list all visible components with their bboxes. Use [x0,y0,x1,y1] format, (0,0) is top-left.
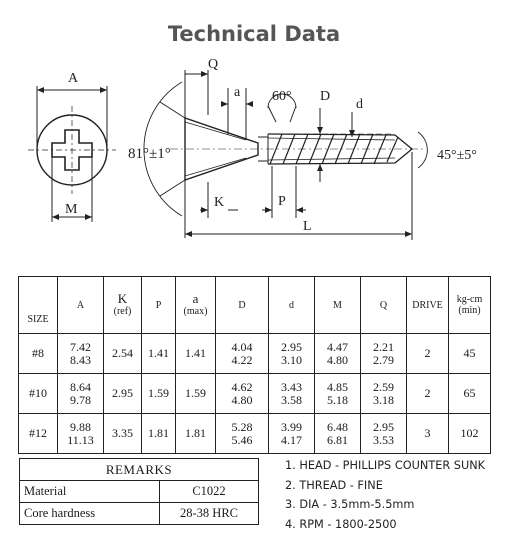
spec-header-cell: D [216,277,269,334]
remarks-value: 28-38 HRC [160,503,259,525]
remarks-table [19,458,259,525]
label-a: a [234,85,241,100]
spec-header-cell: a (max) [176,277,216,334]
spec-header-cell: K (ref) [104,277,142,334]
spec-cell-d: 3.99 4.17 [269,414,315,454]
remarks-label: Material [20,481,160,503]
spec-cell-a: 1.59 [176,374,216,414]
screw-technical-drawing [0,50,508,250]
remarks-row [20,503,259,525]
spec-cell-a: 9.88 11.13 [58,414,104,454]
spec-cell-q: 2.95 3.53 [361,414,407,454]
spec-cell-a: 7.42 8.43 [58,334,104,374]
label-L: L [303,219,312,234]
remarks-value: C1022 [160,481,259,503]
remarks-label: Core hardness [20,503,160,525]
spec-cell-drive: 2 [407,334,449,374]
spec-header-cell: M [315,277,361,334]
spec-cell-a: 8.64 9.78 [58,374,104,414]
spec-header-cell: SIZE [19,277,58,334]
note-item: 1. HEAD - PHILLIPS COUNTER SUNK [285,459,486,472]
spec-header-cell: DRIVE [407,277,449,334]
label-D: D [320,89,331,104]
spec-table-header [19,277,491,334]
spec-cell-p: 1.81 [142,414,176,454]
note-item: 3. DIA - 3.5mm-5.5mm [285,498,415,511]
remarks-row [20,481,259,503]
spec-header-cell: A [58,277,104,334]
spec-cell-d: 2.95 3.10 [269,334,315,374]
remarks-heading: REMARKS [20,459,259,481]
notes-list [285,456,485,534]
spec-cell-k: 2.95 [104,374,142,414]
label-K: K [214,195,225,210]
spec-header-cell: kg-cm (min) [449,277,491,334]
label-d: d [356,97,363,112]
spec-cell-d: 4.62 4.80 [216,374,269,414]
spec-header-cell: P [142,277,176,334]
spec-cell-drive: 2 [407,374,449,414]
spec-cell-d: 4.04 4.22 [216,334,269,374]
spec-table [18,276,491,454]
spec-cell-kgcm: 45 [449,334,491,374]
spec-cell-d: 3.43 3.58 [269,374,315,414]
spec-table-row [19,414,491,454]
note-item: 2. THREAD - FINE [285,478,383,492]
label-60-degree: 60° [272,89,292,104]
spec-cell-size: #12 [19,414,58,454]
spec-cell-m: 4.85 5.18 [315,374,361,414]
spec-header-cell: Q [361,277,407,334]
spec-header-cell: d [269,277,315,334]
spec-cell-size: #10 [19,374,58,414]
spec-table-row [19,334,491,374]
label-M: M [65,202,78,217]
spec-cell-p: 1.59 [142,374,176,414]
spec-cell-kgcm: 65 [449,374,491,414]
spec-cell-a: 1.81 [176,414,216,454]
label-tip-angle: 45°±5° [437,148,477,163]
page-title: Technical Data [167,22,341,46]
label-A: A [68,71,79,86]
spec-cell-kgcm: 102 [449,414,491,454]
label-P: P [278,194,286,209]
spec-cell-p: 1.41 [142,334,176,374]
spec-cell-size: #8 [19,334,58,374]
label-head-angle: 81°±1° [128,146,171,162]
spec-cell-drive: 3 [407,414,449,454]
spec-cell-m: 6.48 6.81 [315,414,361,454]
spec-cell-m: 4.47 4.80 [315,334,361,374]
spec-cell-k: 3.35 [104,414,142,454]
label-Q: Q [208,57,219,72]
note-item: 4. RPM - 1800-2500 [285,517,397,531]
spec-cell-a: 1.41 [176,334,216,374]
spec-cell-q: 2.59 3.18 [361,374,407,414]
spec-cell-k: 2.54 [104,334,142,374]
spec-cell-d: 5.28 5.46 [216,414,269,454]
spec-table-row [19,374,491,414]
spec-cell-q: 2.21 2.79 [361,334,407,374]
